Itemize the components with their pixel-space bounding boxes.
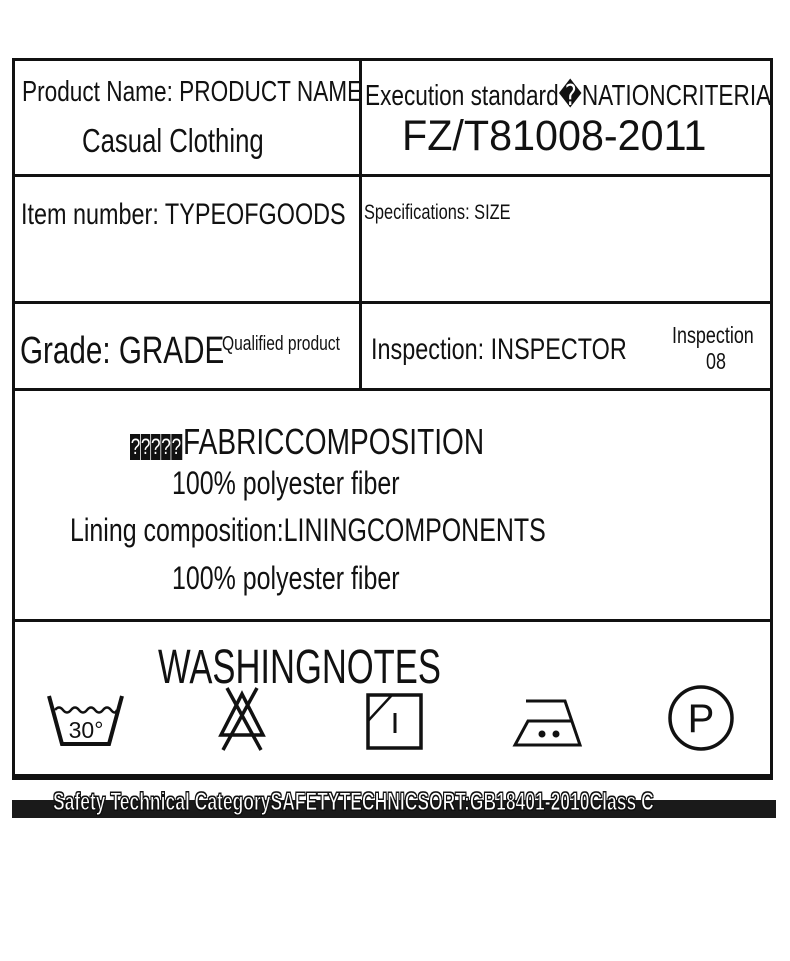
divider-row4 <box>15 619 770 622</box>
wash-30-icon <box>46 692 126 748</box>
grade-caption: Grade: GRADE <box>20 330 225 372</box>
inspection-caption: Inspection: INSPECTOR <box>371 333 627 366</box>
execution-standard-value: FZ/T81008-2011 <box>402 112 707 160</box>
fabric-composition-caption: FABRICCOMPOSITION <box>183 421 485 462</box>
grade-value: Qualified product <box>222 333 340 355</box>
fabric-composition-heading <box>130 421 484 463</box>
item-number-caption: Item number: TYPEOFGOODS <box>21 198 346 231</box>
iron-medium-icon <box>512 695 586 749</box>
divider-row2 <box>15 301 770 304</box>
do-not-bleach-icon <box>214 686 270 752</box>
product-name-value: Casual Clothing <box>82 122 264 159</box>
inspection-value-line2: 08 <box>706 348 726 374</box>
execution-standard-caption: Execution standard�NATIONCRITERIA <box>365 80 772 112</box>
safety-category-text: Safety Technical CategorySAFETYTECHNICSORT:GB18401-2010Class C <box>53 788 654 816</box>
washing-notes-title: WASHINGNOTES <box>158 641 441 694</box>
specifications-caption: Specifications: SIZE <box>364 201 511 224</box>
product-name-caption: Product Name: PRODUCT NAME <box>22 76 363 108</box>
lining-composition-value: 100% polyester fiber <box>172 560 400 596</box>
tumble-dry-icon <box>366 693 424 751</box>
divider-row3 <box>15 388 770 391</box>
fabric-composition-value: 100% polyester fiber <box>172 465 400 501</box>
divider-column <box>359 61 362 391</box>
dry-clean-p-icon <box>666 683 736 753</box>
garbled-characters: ????? <box>130 434 182 459</box>
svg-text:P: P <box>687 697 715 741</box>
lining-composition-caption: Lining composition:LININGCOMPONENTS <box>70 512 546 548</box>
divider-row5 <box>15 774 770 777</box>
divider-row1 <box>15 174 770 177</box>
svg-text:30°: 30° <box>68 717 104 743</box>
inspection-value-line1: Inspection <box>672 322 754 348</box>
